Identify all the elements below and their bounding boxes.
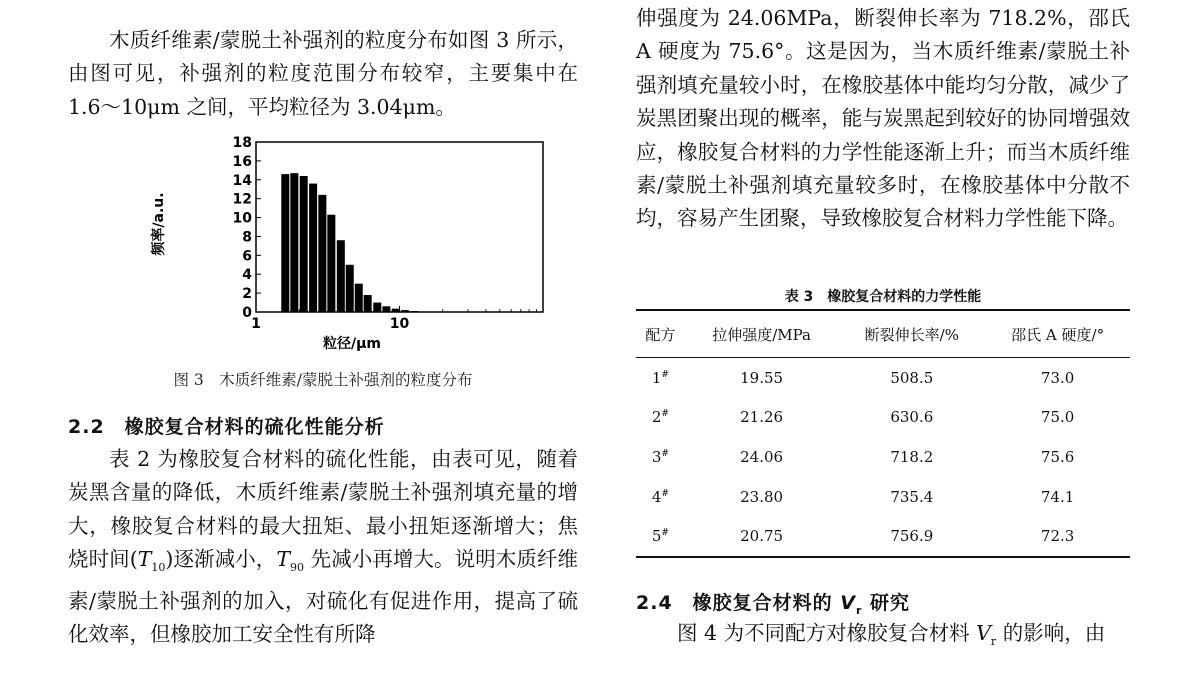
table-header: 配方 [636,310,685,358]
y-tick-label: 12 [232,191,252,208]
histogram-bar [337,240,345,312]
table-cell: 508.5 [890,368,934,387]
table-cell: 74.1 [1040,487,1075,506]
histogram-bar [410,311,418,312]
formula-mark: # [661,369,669,380]
formula-number: 4 [651,487,662,506]
table-header: 拉伸强度/MPa [685,310,839,358]
formula-mark: # [661,488,669,499]
paragraph-text: 图 4 为不同配方对橡胶复合材料 [677,621,977,645]
heading-text: 研究 [862,592,911,614]
table-cell: 23.80 [740,487,784,506]
table-row [636,477,1130,517]
histogram-bar [309,184,317,312]
table-cell: 72.3 [985,516,1130,557]
histogram-bar [355,284,363,312]
formula-number: 2 [651,408,662,427]
particle-size-chart [138,128,558,358]
histogram-bar [300,176,308,312]
histogram-bar [382,306,390,312]
figure-caption: 图 3 木质纤维素/蒙脱土补强剂的粒度分布 [173,371,473,389]
table-cell [636,516,685,557]
table-cell [636,437,685,477]
paragraph-text: )逐渐减小， [165,547,277,572]
table-header: 断裂伸长率/% [838,310,985,358]
formula-number: 3 [651,447,662,466]
section-heading-2-4 [636,588,910,617]
formula-mark: # [661,528,669,539]
y-tick-label: 6 [242,248,252,265]
formula-number: 5 [651,527,662,546]
histogram-bar [281,174,289,312]
table-cell: 718.2 [890,447,934,466]
table-cell [636,398,685,438]
paragraph-vulcanization [68,443,578,652]
t10-symbol: T [137,547,152,572]
y-tick-label: 0 [242,305,252,321]
paragraph-text: 表 2 为橡胶复合材料的硫化性能，由表可见，随着炭黑含量的降低，木质纤维素/蒙脱土补强剂填充量的增大，橡胶复合材料的最大扭矩、最小扭矩逐渐增大；焦烧时间( [68,447,578,572]
table-cell: 24.06 [740,447,784,466]
paragraph-particle-size: 木质纤维素/蒙脱土补强剂的粒度分布如图 3 所示，由图可见，补强剂的粒度范围分布较窄，主要集中在 1.6～10μm 之间，平均粒径为 3.04μm。 [68,28,578,119]
table-cell: 630.6 [890,408,934,427]
vr-subscript: r [990,635,997,649]
table-cell [636,477,685,517]
heading-text: 2.4 橡胶复合材料的 [636,592,841,614]
table-cell: 73.0 [1040,368,1075,387]
table-header: 邵氏 A 硬度/° [985,310,1130,358]
formula-mark: # [661,448,669,459]
chart-ylabel: 频率/a.u. [151,192,167,256]
t10-subscript: 10 [151,561,166,575]
table-cell: 20.75 [685,516,839,557]
table-row [636,516,1130,557]
histogram-bar [290,173,298,312]
figure-3 [138,128,558,358]
table-row [636,398,1130,438]
x-tick-label: 1 [251,316,261,332]
paragraph-text: 的影响，由 [996,621,1106,645]
y-tick-label: 8 [242,229,252,246]
y-tick-label: 4 [242,267,252,284]
y-tick-label: 10 [232,210,252,227]
section-heading-2-2: 2.2 橡胶复合材料的硫化性能分析 [68,416,385,438]
vr-symbol: V [840,592,856,614]
formula-number: 1 [651,368,662,387]
histogram-bar [346,265,354,312]
y-tick-label: 2 [242,286,252,303]
table-cell [636,358,685,398]
table-cell: 756.9 [838,516,985,557]
t90-symbol: T [276,547,291,572]
histogram-bar [318,195,326,312]
table-cell: 75.6 [1040,447,1075,466]
chart-xlabel: 粒径/μm [322,336,382,352]
table-cell: 75.0 [1040,408,1075,427]
table-cell: 735.4 [890,487,934,506]
table-title: 表 3 橡胶复合材料的力学性能 [784,289,982,305]
plot-frame [256,142,543,312]
paragraph-text: 先减小再增大。说明木质纤维素/蒙脱土补强剂的加入，对硫化有促进作用，提高了硫化效率，但橡胶加工安全性有所降 [68,547,578,647]
t90-subscript: 90 [290,561,305,575]
table-row [636,358,1130,398]
table-row [636,437,1130,477]
y-tick-label: 14 [232,172,252,189]
table-cell: 21.26 [740,408,784,427]
vr-symbol: V [976,621,991,645]
y-tick-label: 16 [232,153,252,170]
x-tick-label: 10 [389,316,410,332]
paragraph-vr [636,617,1130,659]
vr-subscript: r [856,603,863,617]
formula-mark: # [661,409,669,420]
mechanical-properties-table [636,309,1130,558]
y-tick-label: 18 [232,135,252,151]
histogram-bar [327,215,335,312]
paragraph-mechanical: 伸强度为 24.06MPa，断裂伸长率为 718.2%，邵氏 A 硬度为 75.6°。这是因为，当木质纤维素/蒙脱土补强剂填充量较小时，在橡胶基体中能均匀分散，减少了炭黑团聚出现的概率，能与炭黑起到较好的协同增强效应，橡胶复合材料的力学性能逐渐上升；而当木质纤维素/蒙脱土补强剂填充量较多时，在橡胶基体中分散不均，容易产生团聚，导致橡胶复合材料力学性能下降。 [636,6,1130,231]
histogram-bar [401,310,409,312]
table-cell: 19.55 [740,368,784,387]
table-header-row [636,310,1130,358]
